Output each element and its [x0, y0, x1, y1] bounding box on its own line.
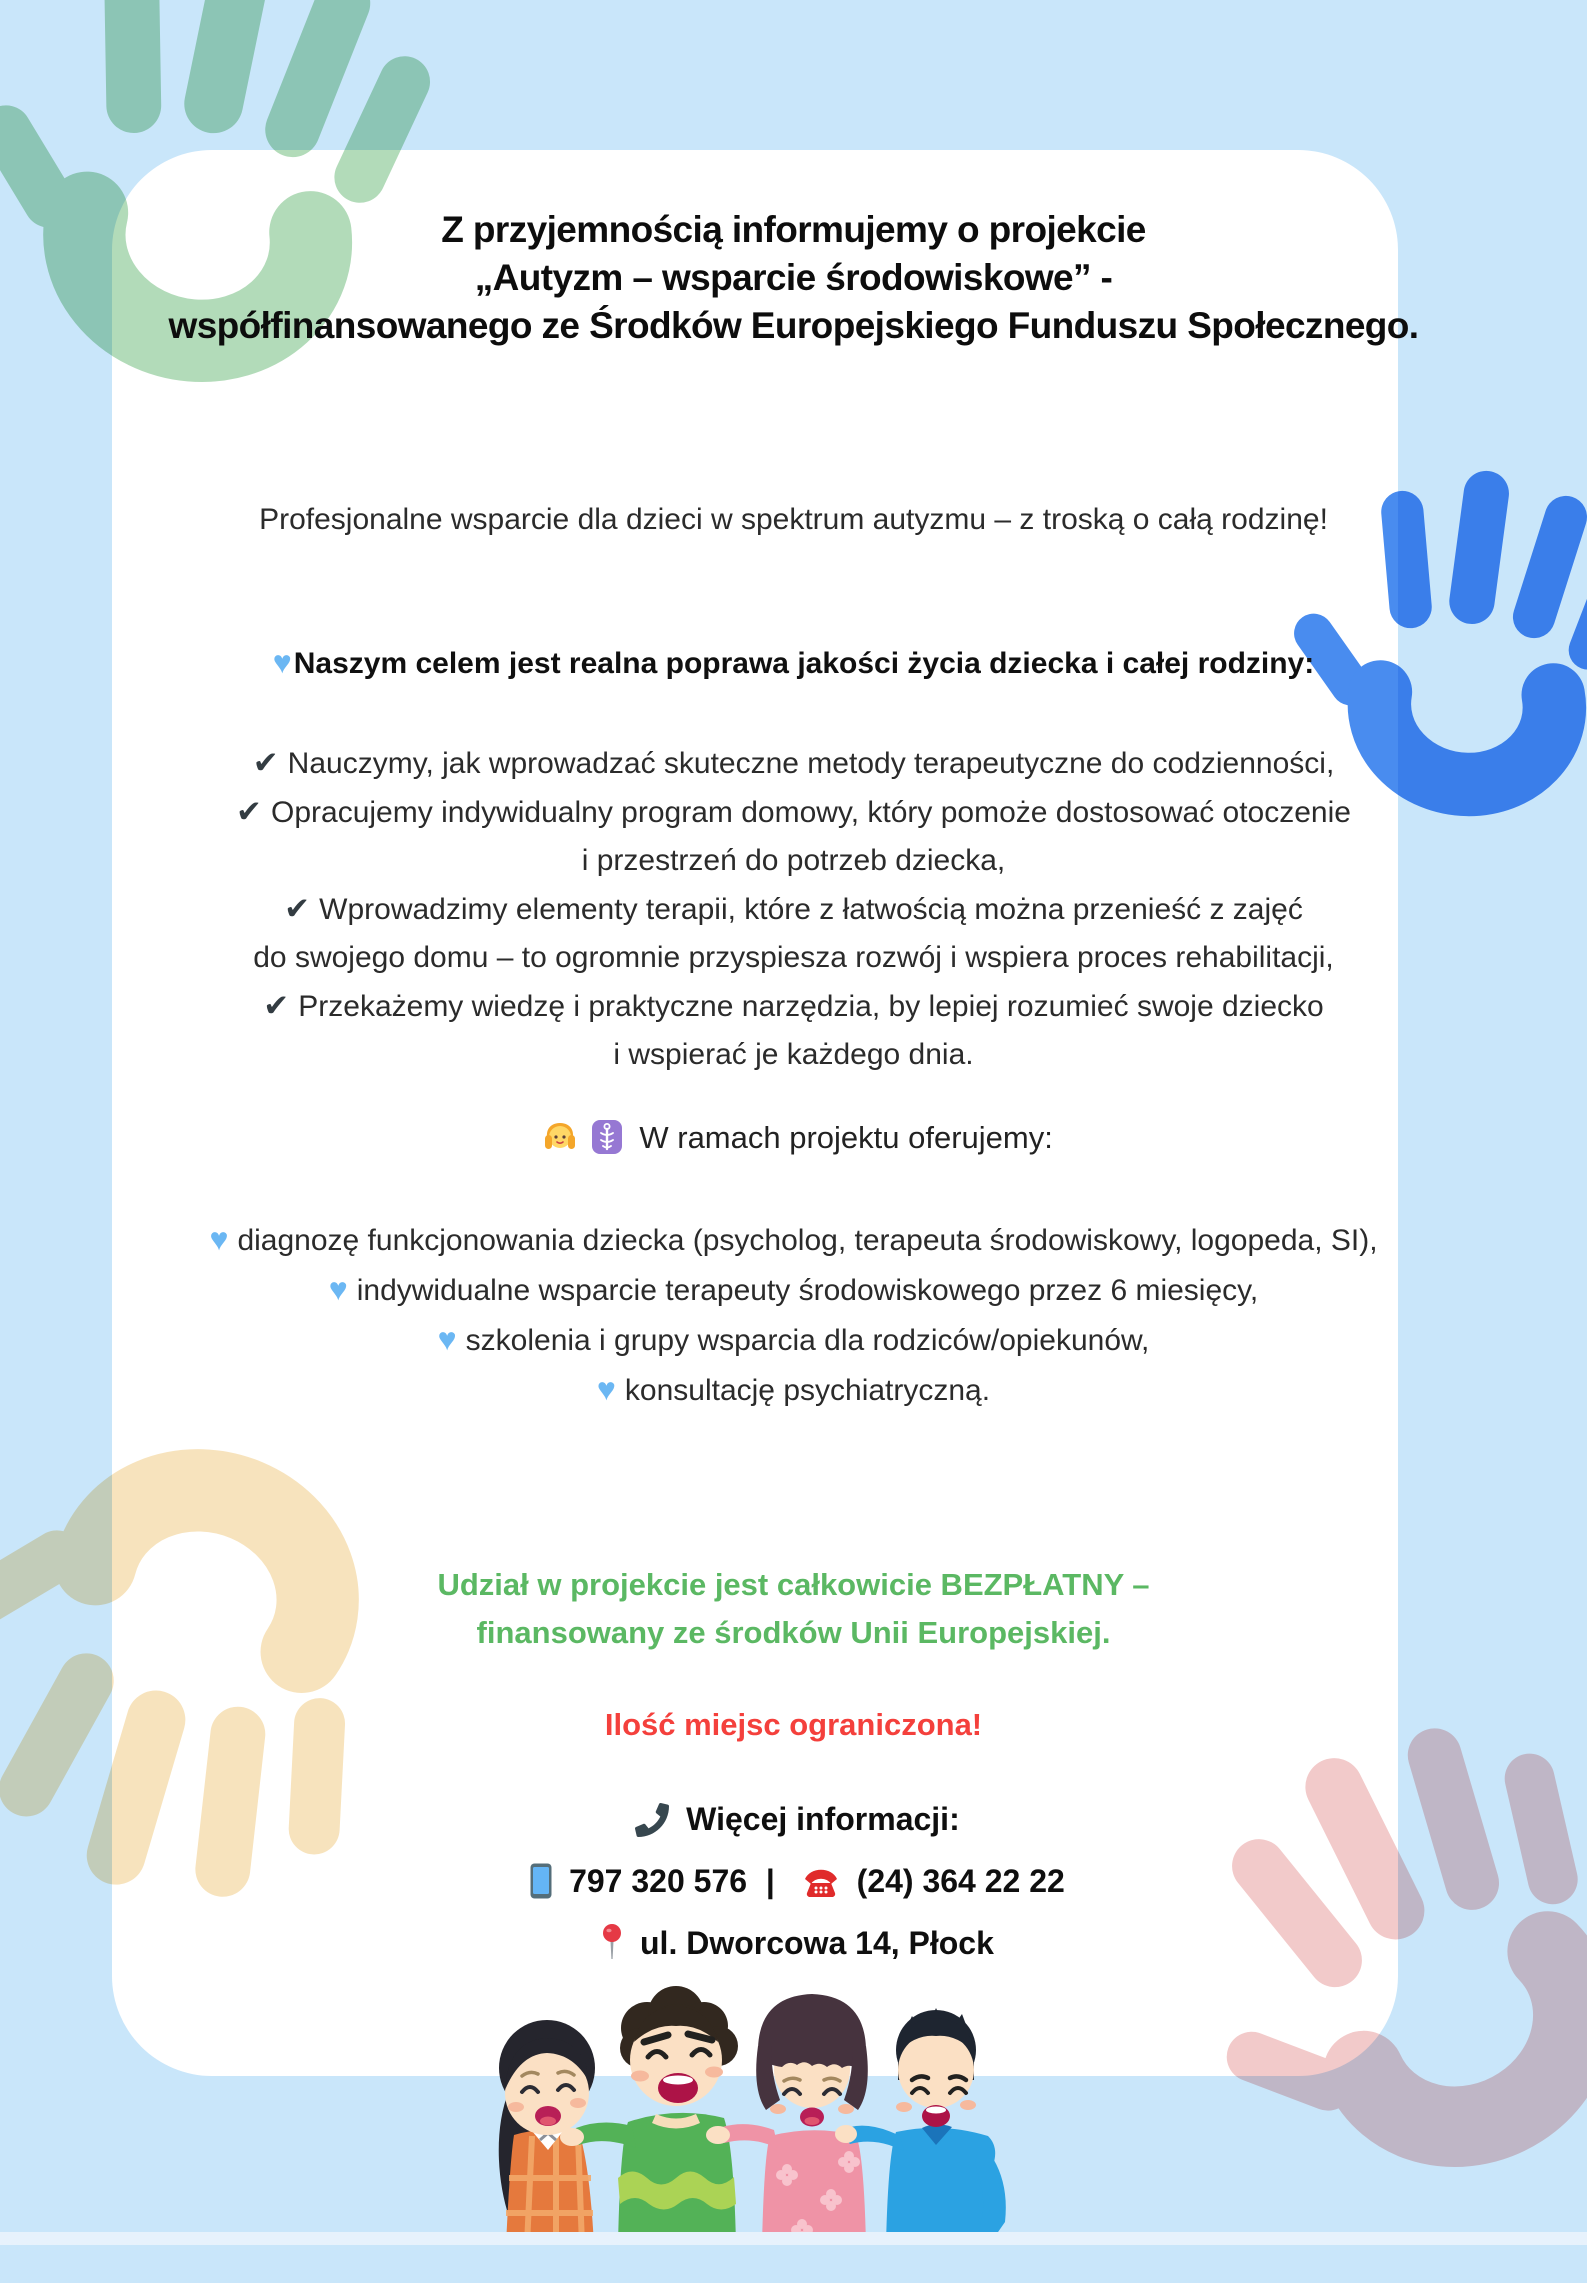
- four-children-arm-in-arm-illustration: [452, 1950, 1032, 2245]
- blue-heart-icon: ♥: [328, 1271, 348, 1307]
- goals-list: [0, 739, 1587, 1079]
- offer-text: szkolenia i grupy wsparcia dla rodziców/opiekunów,: [465, 1324, 1150, 1357]
- goal-text: i wspierać je każdego dnia.: [613, 1038, 974, 1071]
- goal-line: [0, 885, 1587, 934]
- goal-line: [0, 788, 1587, 837]
- goal-text: i przestrzeń do potrzeb dziecka,: [581, 844, 1006, 877]
- goal-text: Przekażemy wiedzę i praktyczne narzędzia, by lepiej rozumieć swoje dziecko: [298, 990, 1324, 1023]
- offer-line: [0, 1365, 1587, 1415]
- blue-heart-icon: ♥: [272, 644, 292, 680]
- offer-list: [0, 1215, 1587, 1415]
- check-icon: ✔: [263, 988, 290, 1023]
- title-line-2: „Autyzm – wsparcie środowiskowe” -: [474, 257, 1113, 298]
- health-worker-icon: [542, 1119, 578, 1169]
- phone-landline: (24) 364 22 22: [856, 1863, 1065, 1899]
- goal-line: [0, 934, 1587, 982]
- red-telephone-icon: [802, 1861, 840, 1916]
- check-icon: ✔: [252, 745, 279, 780]
- goal-text: Opracujemy indywidualny program domowy, który pomoże dostosować otoczenie: [271, 796, 1351, 829]
- check-icon: ✔: [284, 891, 311, 926]
- offer-line: [0, 1265, 1587, 1315]
- goal-line: [0, 1031, 1587, 1079]
- goal-line: [0, 982, 1587, 1031]
- contact-address: ul. Dworcowa 14, Płock: [640, 1925, 994, 1961]
- check-icon: ✔: [236, 794, 263, 829]
- bottom-edge-strip: [0, 2232, 1587, 2245]
- blue-heart-icon: ♥: [437, 1321, 457, 1357]
- goal-text: Nauczymy, jak wprowadzać skuteczne metody terapeutyczne do codzienności,: [287, 747, 1335, 780]
- free-notice: [0, 1561, 1587, 1657]
- goal-heading-text: Naszym celem jest realna poprawa jakości życia dziecka i całej rodziny:: [293, 647, 1315, 680]
- blue-heart-icon: ♥: [209, 1221, 229, 1257]
- mobile-phone-icon: [530, 1861, 552, 1916]
- offer-text: diagnozę funkcjonowania dziecka (psycholog, terapeuta środowiskowy, logopeda, SI),: [237, 1224, 1378, 1257]
- goal-line: [0, 739, 1587, 788]
- goal-heading: [0, 640, 1587, 686]
- phone-receiver-icon: [635, 1799, 669, 1854]
- goal-text: do swojego domu – to ogromnie przyspiesza rozwój i wspiera proces rehabilitacji,: [253, 941, 1334, 974]
- offer-heading-text: W ramach projektu oferujemy:: [639, 1120, 1053, 1155]
- phone-mobile: 797 320 576: [569, 1863, 748, 1899]
- offer-heading: [0, 1114, 1587, 1169]
- free-notice-line-1: Udział w projekcie jest całkowicie BEZPŁATNY –: [437, 1567, 1150, 1602]
- goal-text: Wprowadzimy elementy terapii, które z łatwością można przenieść z zajęć: [319, 893, 1303, 926]
- offer-text: indywidualne wsparcie terapeuty środowiskowego przez 6 miesięcy,: [356, 1274, 1259, 1307]
- intro-line: Profesjonalne wsparcie dla dzieci w spektrum autyzmu – z troską o całą rodzinę!: [259, 503, 1328, 536]
- goal-line: [0, 837, 1587, 885]
- offer-line: [0, 1315, 1587, 1365]
- blue-heart-icon: ♥: [596, 1371, 616, 1407]
- medical-symbol-icon: [591, 1119, 623, 1169]
- title-line-3: współfinansowanego ze Środków Europejskiego Funduszu Społecznego.: [168, 305, 1419, 346]
- page-title: [0, 206, 1587, 350]
- offer-line: [0, 1215, 1587, 1265]
- contact-phones-line: [0, 1854, 1587, 1916]
- limited-notice: Ilość miejsc ograniczona!: [604, 1707, 983, 1742]
- free-notice-line-2: finansowany ze środków Unii Europejskiej.: [476, 1615, 1111, 1650]
- phone-separator: |: [765, 1863, 775, 1899]
- contact-heading: Więcej informacji:: [686, 1801, 960, 1837]
- title-line-1: Z przyjemnością informujemy o projekcie: [441, 209, 1146, 250]
- offer-text: konsultację psychiatryczną.: [624, 1374, 991, 1407]
- contact-heading-line: [0, 1792, 1587, 1854]
